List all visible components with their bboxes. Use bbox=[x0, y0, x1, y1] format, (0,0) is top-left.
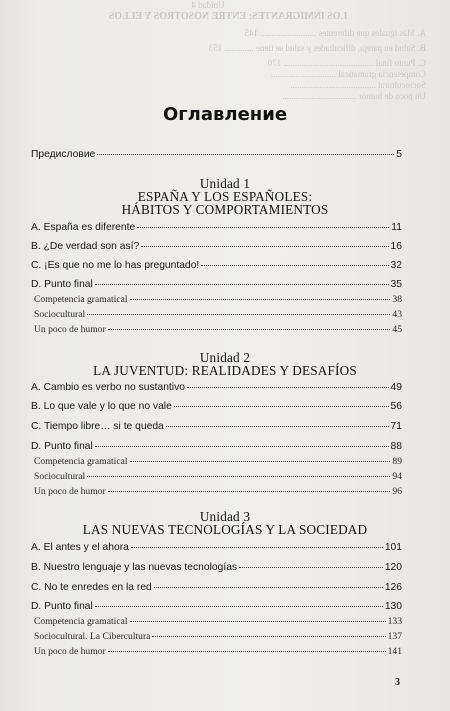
toc-entry-page: 5 bbox=[396, 149, 402, 160]
toc-entry[interactable] bbox=[31, 441, 402, 457]
bleed-line: Un poco de humor ................................. bbox=[282, 91, 426, 101]
bleed-line: LOS INMIGRANTES: ENTRE NOSOTROS Y ELLOS bbox=[108, 11, 348, 22]
toc-entry-page: 88 bbox=[390, 441, 402, 452]
toc-entry-label: A. El antes y el ahora bbox=[31, 542, 129, 553]
toc-entry-page: 71 bbox=[390, 421, 402, 432]
bleed-line: Sociocultural ...................................... bbox=[290, 80, 426, 90]
page-number: 3 bbox=[395, 677, 400, 688]
unit-3-heading-line-1: LAS NUEVAS TECNOLOGÍAS Y LA SOCIEDAD bbox=[82, 522, 368, 537]
toc-entry[interactable] bbox=[31, 279, 402, 295]
toc-entry[interactable] bbox=[31, 542, 402, 558]
leader-dots bbox=[166, 425, 389, 427]
toc-entry[interactable] bbox=[31, 601, 402, 617]
toc-subentry-label: Un poco de humor bbox=[34, 646, 106, 657]
bleed-line: B. Salud en pareja, dificultades y salud se tiene ............. 153 bbox=[208, 43, 426, 53]
leader-dots bbox=[108, 328, 391, 330]
leader-dots bbox=[187, 386, 389, 388]
toc-entry-label: Предисловие bbox=[31, 149, 96, 160]
toc-entry-page: 126 bbox=[384, 582, 402, 593]
toc-subentry[interactable] bbox=[34, 309, 402, 325]
toc-entry-label: A. Cambio es verbo no sustantivo bbox=[31, 382, 185, 393]
toc-subentry-label: Un poco de humor bbox=[34, 486, 106, 497]
leader-dots bbox=[152, 635, 385, 637]
toc-entry-label: B. ¿De verdad son así? bbox=[31, 241, 140, 252]
toc-entry-page: 32 bbox=[390, 260, 402, 271]
toc-entry-label: D. Punto final bbox=[31, 441, 93, 452]
toc-entry-label: B. Lo que vale y lo que no vale bbox=[31, 401, 172, 412]
unit-2-label: Unidad 2 bbox=[199, 350, 251, 365]
leader-dots bbox=[108, 650, 386, 652]
toc-entry-label: D. Punto final bbox=[31, 601, 93, 612]
toc-entry-page: 101 bbox=[384, 542, 402, 553]
toc-subentry-label: Competencia gramatical bbox=[34, 294, 128, 305]
toc-subentry-page: 133 bbox=[387, 616, 402, 627]
toc-subentry-page: 38 bbox=[392, 294, 402, 305]
toc-entry-preface[interactable] bbox=[31, 149, 402, 165]
leader-dots bbox=[108, 490, 391, 492]
toc-subentry[interactable] bbox=[34, 646, 402, 662]
bleed-line: A. Más iguales que diferentes ......................... 145 bbox=[244, 28, 426, 38]
toc-subentry[interactable] bbox=[34, 471, 402, 487]
leader-dots bbox=[87, 475, 390, 477]
toc-subentry[interactable] bbox=[34, 616, 402, 632]
toc-entry-page: 16 bbox=[390, 241, 402, 252]
bleed-line: C. Punto final ........................................ 170 bbox=[267, 58, 426, 68]
toc-subentry-label: Sociocultural bbox=[34, 309, 86, 320]
toc-subentry[interactable] bbox=[34, 486, 402, 502]
toc-entry[interactable] bbox=[31, 382, 402, 398]
unit-1-label: Unidad 1 bbox=[199, 176, 251, 191]
toc-subentry-label: Un poco de humor bbox=[34, 324, 106, 335]
toc-entry-page: 56 bbox=[390, 401, 402, 412]
leader-dots bbox=[154, 586, 383, 588]
toc-entry-label: C. Tiempo libre… si te queda bbox=[31, 421, 164, 432]
page-title: Оглавление bbox=[162, 104, 288, 125]
leader-dots bbox=[137, 226, 389, 228]
toc-subentry-page: 137 bbox=[387, 631, 402, 642]
leader-dots bbox=[130, 460, 391, 462]
bleed-line: Unidad 4 bbox=[191, 0, 225, 10]
toc-subentry-label: Competencia gramatical bbox=[34, 616, 128, 627]
toc-entry-label: D. Punto final bbox=[31, 279, 93, 290]
toc-entry[interactable] bbox=[31, 401, 402, 417]
toc-entry[interactable] bbox=[31, 241, 402, 257]
toc-entry-label: C. No te enredes en la red bbox=[31, 582, 152, 593]
toc-entry[interactable] bbox=[31, 562, 402, 578]
leader-dots bbox=[239, 566, 383, 568]
leader-dots bbox=[130, 298, 391, 300]
toc-entry-label: B. Nuestro lenguaje y las nuevas tecnologías bbox=[31, 562, 238, 573]
leader-dots bbox=[97, 153, 394, 155]
toc-subentry-label: Sociocultural bbox=[34, 471, 86, 482]
leader-dots bbox=[201, 264, 388, 266]
leader-dots bbox=[95, 605, 383, 607]
leader-dots bbox=[174, 405, 389, 407]
toc-entry[interactable] bbox=[31, 582, 402, 598]
leader-dots bbox=[131, 546, 383, 548]
unit-3-label: Unidad 3 bbox=[199, 509, 251, 524]
toc-subentry-label: Sociocultural. La Cibercultura bbox=[34, 631, 151, 642]
toc-subentry[interactable] bbox=[34, 631, 402, 647]
leader-dots bbox=[130, 620, 386, 622]
toc-entry-label: C. ¡Es que no me lo has preguntado! bbox=[31, 260, 200, 271]
toc-subentry-page: 94 bbox=[392, 471, 402, 482]
toc-entry-page: 11 bbox=[391, 222, 402, 233]
toc-subentry-page: 43 bbox=[392, 309, 402, 320]
bleed-line: Competencia gramatical ............................. bbox=[270, 69, 426, 79]
toc-subentry[interactable] bbox=[34, 324, 402, 340]
toc-subentry-page: 96 bbox=[392, 486, 402, 497]
toc-entry-page: 49 bbox=[390, 382, 402, 393]
toc-entry-page: 130 bbox=[384, 601, 402, 612]
leader-dots bbox=[95, 445, 389, 447]
toc-entry[interactable] bbox=[31, 421, 402, 437]
toc-entry[interactable] bbox=[31, 260, 402, 276]
toc-entry-label: A. España es diferente bbox=[31, 222, 136, 233]
leader-dots bbox=[141, 245, 388, 247]
toc-subentry-page: 141 bbox=[387, 646, 402, 657]
unit-1-heading-line-2: HÁBITOS Y COMPORTAMIENTOS bbox=[121, 202, 329, 217]
toc-subentry-page: 89 bbox=[392, 456, 402, 467]
unit-2-heading-line-1: LA JUVENTUD: REALIDADES Y DESAFÍOS bbox=[93, 363, 357, 378]
toc-subentry[interactable] bbox=[34, 294, 402, 310]
unit-1-heading-line-1: ESPAÑA Y LOS ESPAÑOLES: bbox=[137, 189, 313, 204]
toc-entry-page: 120 bbox=[384, 562, 402, 573]
toc-subentry[interactable] bbox=[34, 456, 402, 472]
toc-entry-page: 35 bbox=[390, 279, 402, 290]
toc-subentry-label: Competencia gramatical bbox=[34, 456, 128, 467]
toc-subentry-page: 45 bbox=[392, 324, 402, 335]
leader-dots bbox=[87, 313, 390, 315]
toc-entry[interactable] bbox=[31, 222, 402, 238]
leader-dots bbox=[95, 283, 389, 285]
